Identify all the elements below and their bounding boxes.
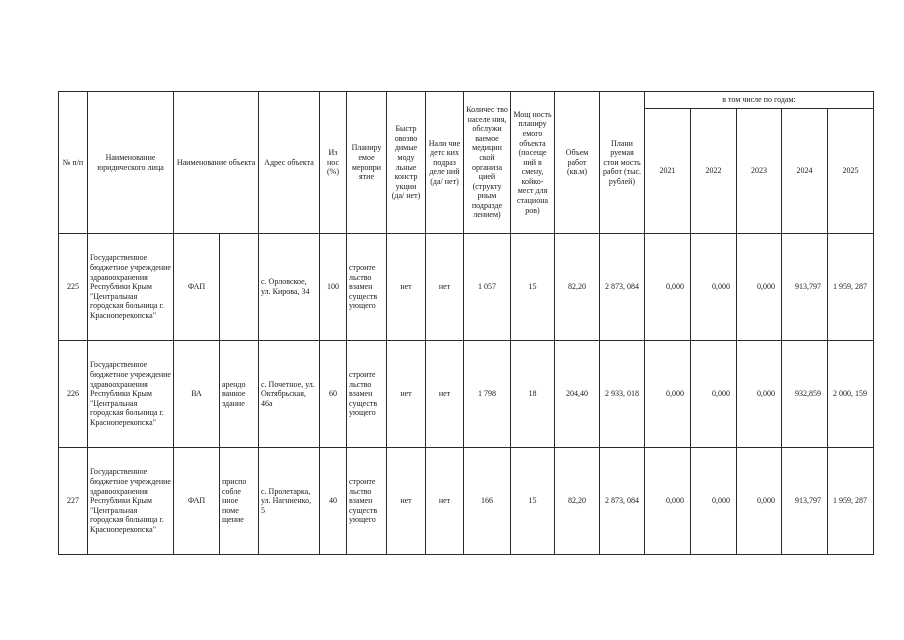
col-header-planned-cost: Плани руемая стои мость работ (тыс. рублей) [600,92,645,234]
cell-capacity: 15 [511,234,555,341]
cell-cost: 2 873, 084 [600,234,645,341]
cell-2024: 913,797 [782,448,828,555]
cell-existing: нет [426,448,464,555]
cell-capacity: 18 [511,341,555,448]
cell-prefab: нет [387,234,426,341]
cell-object-note: арендо ванное здание [220,341,259,448]
col-header-volume: Объем работ (кв.м) [555,92,600,234]
cell-population: 1 057 [464,234,511,341]
cell-2022: 0,000 [691,234,737,341]
cell-object-note [220,234,259,341]
col-header-no: № п/п [59,92,88,234]
cell-address: с. Пролетарка, ул. Нагниенко, 5 [259,448,320,555]
cell-wear: 60 [320,341,347,448]
cell-population: 166 [464,448,511,555]
cell-2025: 1 959, 287 [828,448,874,555]
cell-2025: 2 000, 159 [828,341,874,448]
cell-prefab: нет [387,341,426,448]
col-header-legal-entity: Наименование юридического лица [88,92,174,234]
cell-cost: 2 933, 018 [600,341,645,448]
cell-no: 226 [59,341,88,448]
cell-capacity: 15 [511,448,555,555]
cell-2024: 913,797 [782,234,828,341]
col-header-by-years: в том числе по годам: [645,92,874,109]
col-header-prefab: Быстр овозво димые моду льные констр укции (да/ нет) [387,92,426,234]
cell-2021: 0,000 [645,448,691,555]
col-header-year-2024: 2024 [782,109,828,234]
cell-volume: 204,40 [555,341,600,448]
table-row [59,341,874,448]
cell-cost: 2 873, 084 [600,448,645,555]
cell-address: с. Почетное, ул. Октябрьская, 46а [259,341,320,448]
col-header-year-2022: 2022 [691,109,737,234]
header-row-1 [59,92,874,109]
cell-existing: нет [426,234,464,341]
cell-wear: 100 [320,234,347,341]
cell-2025: 1 959, 287 [828,234,874,341]
cell-2022: 0,000 [691,448,737,555]
cell-address: с. Орловское, ул. Кирова, 34 [259,234,320,341]
cell-entity: Государственное бюджетное учреждение здравоохранения Республики Крым "Центральная городская больница г. Красноперекопска" [88,341,174,448]
col-header-address: Адрес объекта [259,92,320,234]
cell-measure: строите льство взамен существ ующего [347,341,387,448]
cell-volume: 82,20 [555,448,600,555]
cell-entity: Государственное бюджетное учреждение здравоохранения Республики Крым "Центральная городская больница г. Красноперекопска" [88,448,174,555]
col-header-existing-units: Нали чие детс ких подраз деле ний (да/ нет) [426,92,464,234]
cell-population: 1 798 [464,341,511,448]
table-row [59,448,874,555]
cell-object-note: приспо собле нное поме щение [220,448,259,555]
objects-table [58,91,874,555]
col-header-year-2021: 2021 [645,109,691,234]
cell-object: ФАП [174,448,220,555]
col-header-planned-measure: Планиру емое меропри ятие [347,92,387,234]
cell-object: ФАП [174,234,220,341]
cell-no: 225 [59,234,88,341]
cell-no: 227 [59,448,88,555]
cell-2021: 0,000 [645,341,691,448]
col-header-year-2023: 2023 [737,109,782,234]
table-row [59,234,874,341]
cell-wear: 40 [320,448,347,555]
cell-2024: 932,859 [782,341,828,448]
col-header-wear: Из нос (%) [320,92,347,234]
cell-2023: 0,000 [737,341,782,448]
col-header-year-2025: 2025 [828,109,874,234]
col-header-capacity: Мощ ность планиру емого объекта (посеще ний в смену, койко- мест для стациона ров) [511,92,555,234]
cell-2023: 0,000 [737,448,782,555]
cell-prefab: нет [387,448,426,555]
cell-volume: 82,20 [555,234,600,341]
cell-entity: Государственное бюджетное учреждение здравоохранения Республики Крым "Центральная городская больница г. Красноперекопска" [88,234,174,341]
cell-2022: 0,000 [691,341,737,448]
cell-object: ВА [174,341,220,448]
cell-existing: нет [426,341,464,448]
col-header-population: Количес тво населе ния, обслужи ваемое медицин ской организа цией (структу рным подразде лением) [464,92,511,234]
cell-2023: 0,000 [737,234,782,341]
cell-measure: строите льство взамен существ ующего [347,234,387,341]
cell-2021: 0,000 [645,234,691,341]
cell-measure: строите льство взамен существ ующего [347,448,387,555]
col-header-object-name: Наименование объекта [174,92,259,234]
